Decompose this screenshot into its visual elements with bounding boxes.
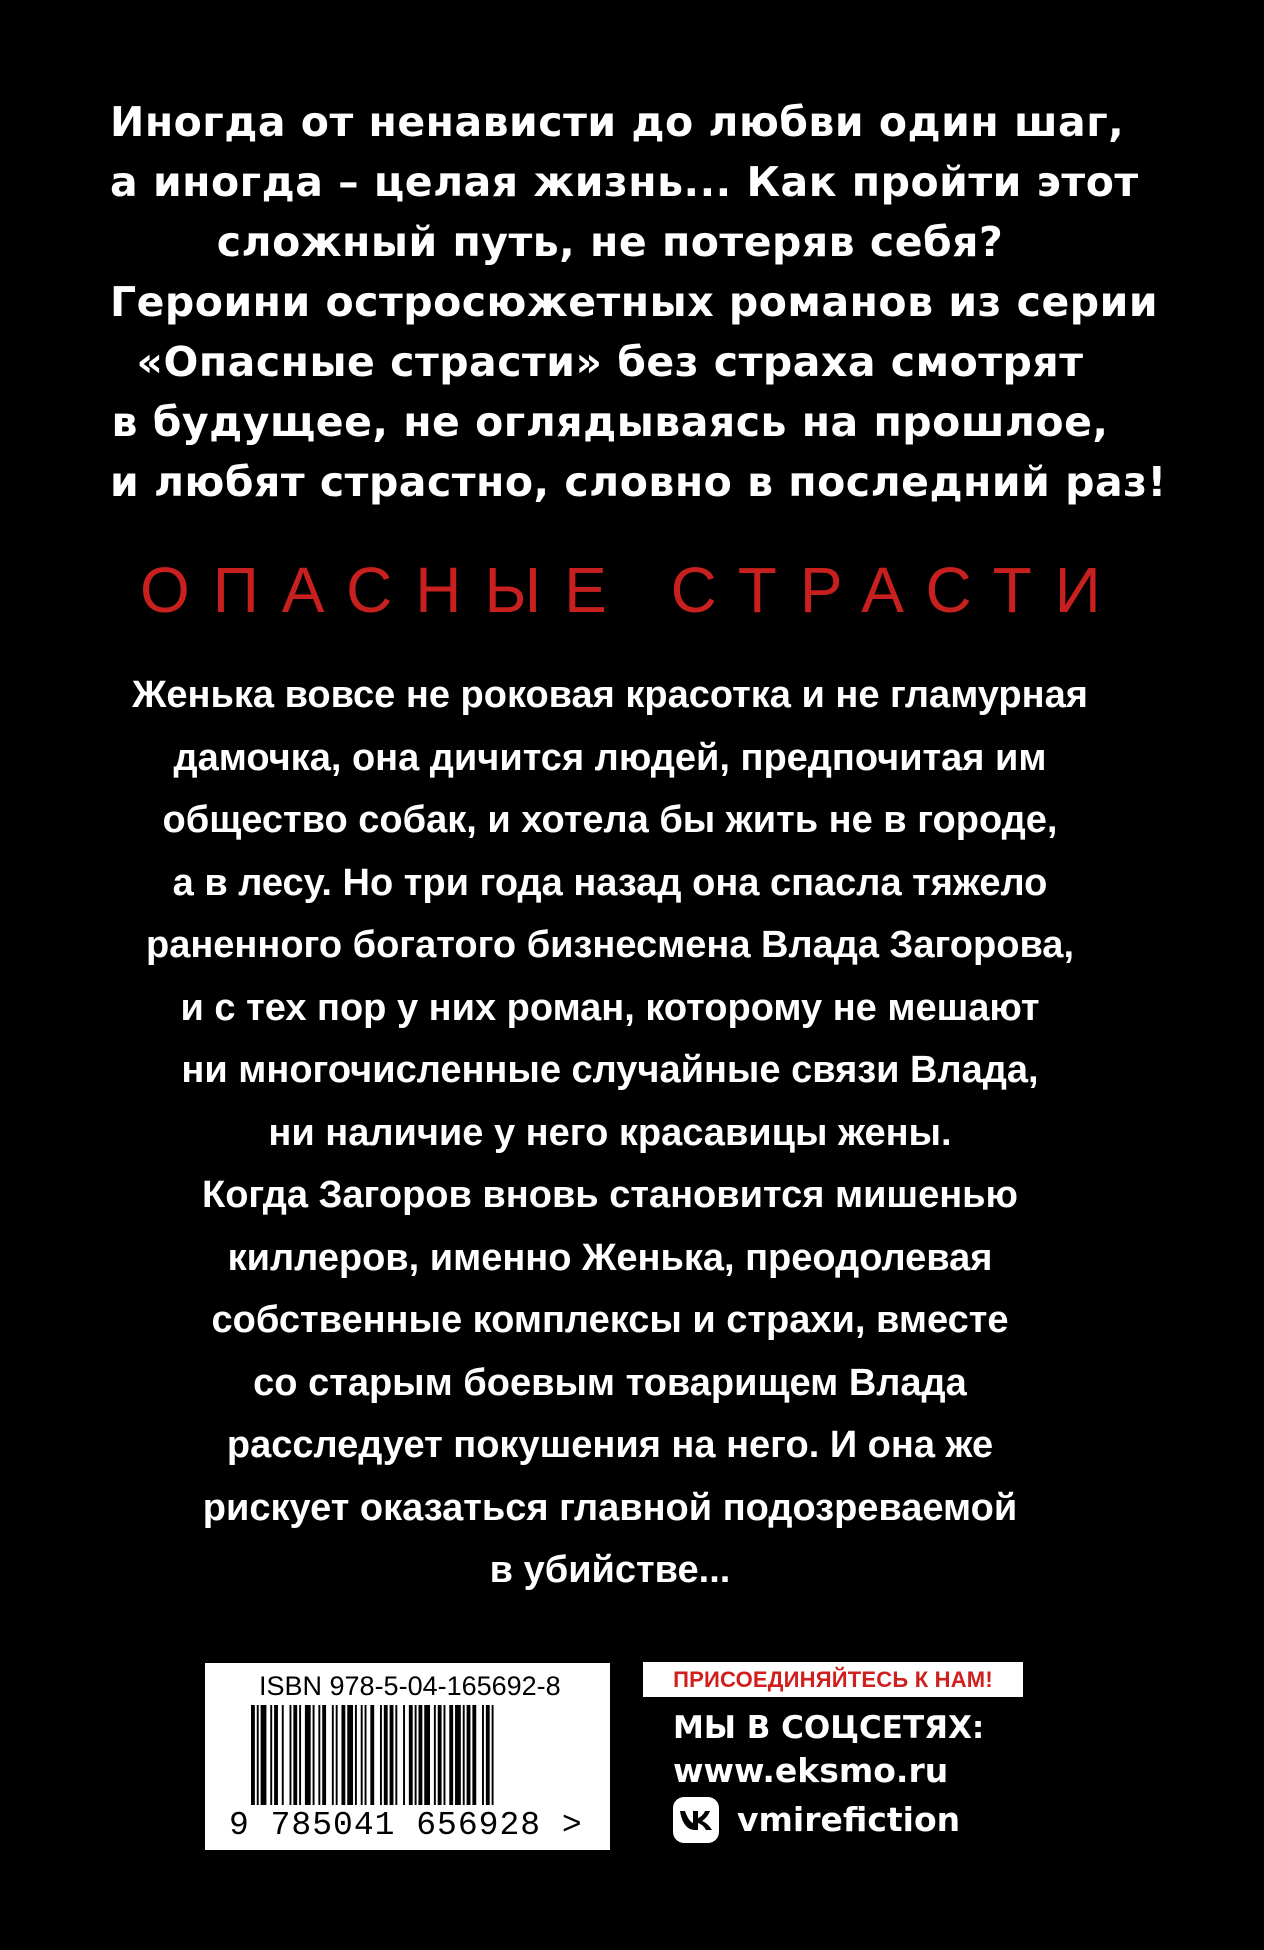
description-line: киллеров, именно Женька, преодолевая [227,1236,993,1279]
isbn-label: ISBN 978-5-04-165692-8 [259,1671,561,1701]
vk-handle: vmirefiction [737,1800,961,1839]
intro-line: а иногда – целая жизнь... Как пройти этот [110,158,1139,206]
intro-line: Иногда от ненависти до любви один шаг, [110,98,1125,146]
description-line: рискует оказаться главной подозреваемой [202,1486,1018,1529]
intro-line: и любят страстно, словно в последний раз! [110,458,1167,506]
website-link[interactable]: www.eksmo.ru [673,1751,949,1790]
description-line: и с тех пор у них роман, которому не мешают [180,986,1040,1029]
description-line: ни многочисленные случайные связи Влада, [181,1049,1039,1091]
description-line: Когда Загоров вновь становится мишенью [202,1174,1018,1216]
description-line: дамочка, она дичится людей, предпочитая им [173,736,1047,779]
description-line: ни наличие у него красавицы жены. [268,1111,952,1154]
join-us-label: ПРИСОЕДИНЯЙТЕСЬ К НАМ! [673,1666,993,1692]
book-description [110,664,1110,1602]
intro-blurb [110,92,1167,512]
description-line: в убийстве... [489,1549,731,1591]
barcode-icon [251,1705,571,1815]
description-line: расследует покушения на него. И она же [226,1424,994,1466]
isbn-barcode-panel [205,1663,610,1850]
vk-glyph-icon [678,1809,714,1831]
intro-line: «Опасные страсти» без страха смотрят [136,338,1084,386]
description-line: а в лесу. Но три года назад она спасла тяжело [172,861,1048,904]
series-title: ОПАСНЫЕ СТРАСТИ [140,554,1124,626]
description-line: общество собак, и хотела бы жить не в городе, [162,799,1058,841]
vk-logo-icon [673,1797,719,1843]
description-line: Женька вовсе не роковая красотка и не гламурная [132,674,1088,716]
intro-line: сложный путь, не потеряв себя? [216,218,1004,266]
social-heading: МЫ В СОЦСЕТЯХ: [673,1710,985,1746]
description-line: собственные комплексы и страхи, вместе [211,1299,1009,1341]
barcode-digits: 9 785041 656928 > [229,1807,583,1844]
intro-line: в будущее, не оглядываясь на прошлое, [111,398,1109,446]
intro-line: Героини остросюжетных романов из серии [110,278,1159,326]
description-line: раненного богатого бизнесмена Влада Загорова, [145,924,1074,966]
description-line: со старым боевым товарищем Влада [253,1361,967,1404]
vk-link[interactable] [673,1796,960,1844]
join-us-badge [643,1662,1023,1697]
